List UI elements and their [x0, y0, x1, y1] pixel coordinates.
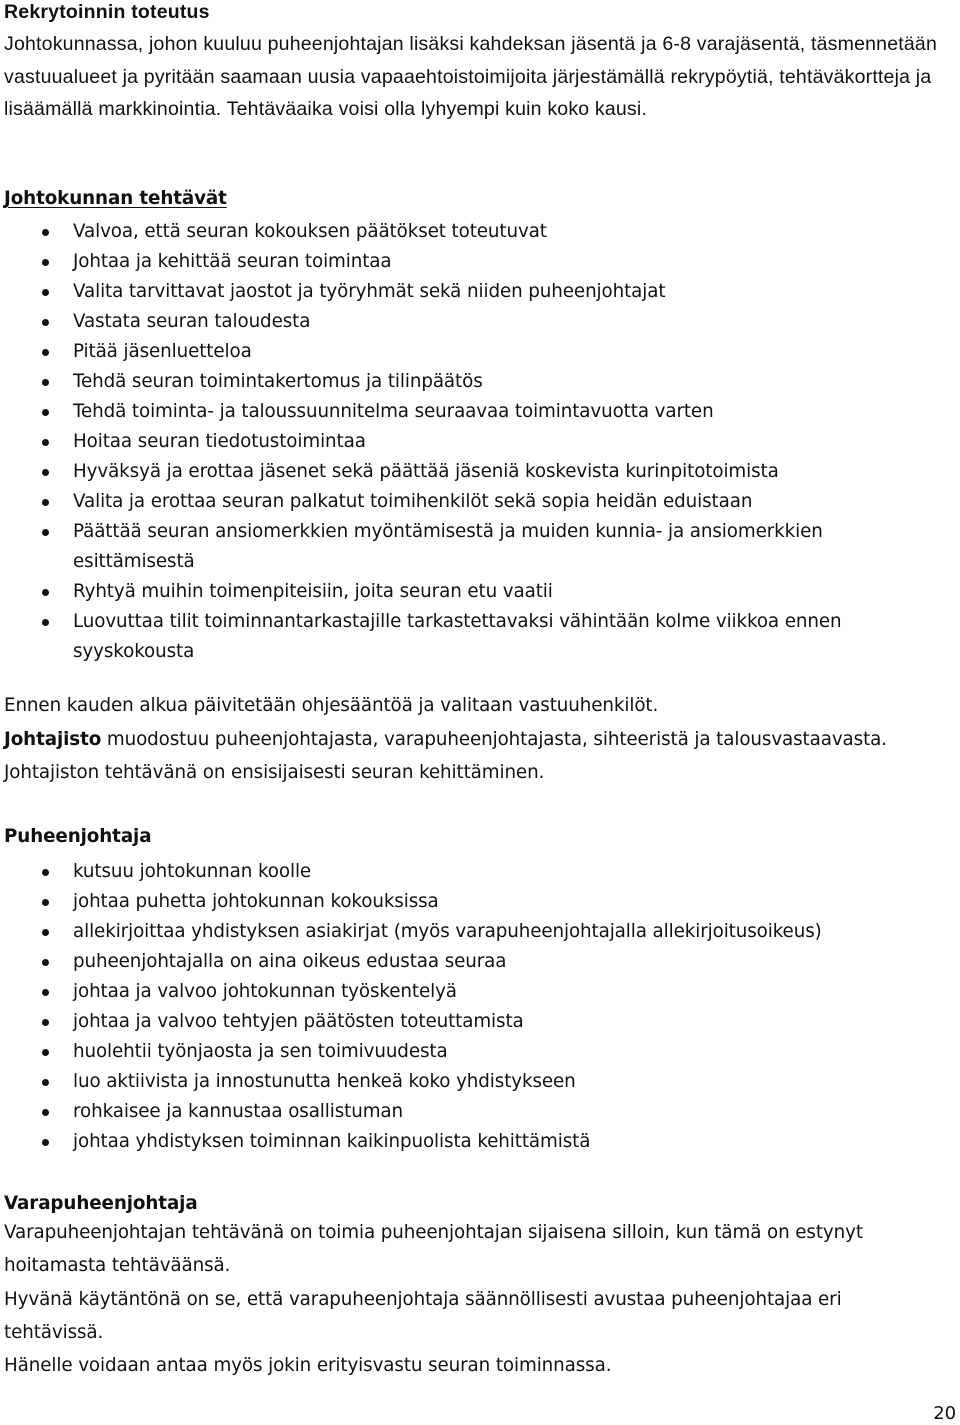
- vice-chair-paragraph-2: Hyvänä käytäntönä on se, että varapuheenjohtaja säännöllisesti avustaa puheenjohtajaa eri tehtävissä.: [4, 1289, 842, 1343]
- list-item-text: Pitää jäsenluetteloa: [73, 341, 252, 362]
- list-item-text: kutsuu johtokunnan koolle: [73, 861, 312, 882]
- list-item-text: Johtaa ja kehittää seuran toimintaa: [73, 251, 392, 272]
- bullet-icon: [42, 1019, 49, 1026]
- bullet-icon: [42, 929, 49, 936]
- bullet-icon: [42, 349, 49, 356]
- chair-task-item: [4, 1007, 934, 1037]
- bullet-icon: [42, 499, 49, 506]
- list-item-text: Luovuttaa tilit toiminnantarkastajille tarkastettavaksi vähintään kolme viikkoa ennen syyskokousta: [73, 611, 842, 662]
- board-task-item: [4, 487, 934, 517]
- list-item-text: huolehtii työnjaosta ja sen toimivuudesta: [73, 1041, 448, 1062]
- list-item-text: Ryhtyä muihin toimenpiteisiin, joita seuran etu vaatii: [73, 581, 553, 602]
- board-task-item: [4, 277, 934, 307]
- list-item-text: Tehdä toiminta- ja taloussuunnitelma seuraavaa toimintavuotta varten: [73, 401, 714, 422]
- bullet-icon: [42, 1109, 49, 1116]
- section-title-board-tasks: Johtokunnan tehtävät: [4, 188, 227, 209]
- bullet-icon: [42, 589, 49, 596]
- chair-task-item: [4, 1097, 934, 1127]
- chair-task-item: [4, 1067, 934, 1097]
- board-task-item: [4, 427, 934, 457]
- johtajisto-paragraph: [4, 724, 944, 789]
- bullet-icon: [42, 1079, 49, 1086]
- bullet-icon: [42, 619, 49, 626]
- list-item-text: Hyväksyä ja erottaa jäsenet sekä päättää jäseniä koskevista kurinpitotoimista: [73, 461, 779, 482]
- chair-task-item: [4, 1127, 934, 1157]
- list-item-text: Hoitaa seuran tiedotustoimintaa: [73, 431, 366, 452]
- list-item-text: johtaa ja valvoo tehtyjen päätösten toteuttamista: [73, 1011, 524, 1032]
- board-task-item: [4, 397, 934, 427]
- section-title-chair: Puheenjohtaja: [4, 826, 152, 847]
- board-task-item: [4, 577, 934, 607]
- list-item-text: Päättää seuran ansiomerkkien myöntämisestä ja muiden kunnia- ja ansiomerkkien esittämisestä: [73, 521, 823, 572]
- board-task-item: [4, 337, 934, 367]
- bullet-icon: [42, 259, 49, 266]
- board-task-item: [4, 517, 934, 577]
- section-title-vice-chair: Varapuheenjohtaja: [4, 1193, 198, 1214]
- board-tasks-list: [4, 217, 934, 667]
- bullet-icon: [42, 529, 49, 536]
- list-item-text: Tehdä seuran toimintakertomus ja tilinpäätös: [73, 371, 483, 392]
- list-item-text: puheenjohtajalla on aina oikeus edustaa seuraa: [73, 951, 507, 972]
- list-item-text: Valvoa, että seuran kokouksen päätökset toteutuvat: [73, 221, 547, 242]
- chair-task-item: [4, 1037, 934, 1067]
- vice-chair-paragraph-1: Varapuheenjohtajan tehtävänä on toimia puheenjohtajan sijaisena silloin, kun tämä on estynyt hoitamasta tehtäväänsä.: [4, 1222, 863, 1276]
- board-after-paragraph: Ennen kauden alkua päivitetään ohjesääntöä ja valitaan vastuuhenkilöt.: [4, 695, 659, 716]
- bullet-icon: [42, 319, 49, 326]
- chair-task-item: [4, 977, 934, 1007]
- list-item-text: johtaa puhetta johtokunnan kokouksissa: [73, 891, 439, 912]
- bullet-icon: [42, 959, 49, 966]
- vice-chair-paragraph-3: Hänelle voidaan antaa myös jokin erityisvastu seuran toiminnassa.: [4, 1355, 612, 1376]
- bullet-icon: [42, 869, 49, 876]
- johtajisto-term: Johtajisto: [4, 729, 102, 750]
- bullet-icon: [42, 409, 49, 416]
- list-item-text: Valita tarvittavat jaostot ja työryhmät sekä niiden puheenjohtajat: [73, 281, 666, 302]
- page-number: 20: [933, 1403, 956, 1424]
- board-task-item: [4, 247, 934, 277]
- chair-task-item: [4, 917, 934, 947]
- bullet-icon: [42, 289, 49, 296]
- board-task-item: [4, 607, 934, 667]
- board-task-item: [4, 307, 934, 337]
- bullet-icon: [42, 899, 49, 906]
- list-item-text: johtaa yhdistyksen toiminnan kaikinpuolista kehittämistä: [73, 1131, 591, 1152]
- bullet-icon: [42, 379, 49, 386]
- list-item-text: Valita ja erottaa seuran palkatut toimihenkilöt sekä sopia heidän eduistaan: [73, 491, 753, 512]
- board-task-item: [4, 457, 934, 487]
- list-item-text: rohkaisee ja kannustaa osallistuman: [73, 1101, 404, 1122]
- board-task-item: [4, 367, 934, 397]
- list-item-text: johtaa ja valvoo johtokunnan työskentelyä: [73, 981, 457, 1002]
- bullet-icon: [42, 1049, 49, 1056]
- chair-task-item: [4, 947, 934, 977]
- bullet-icon: [42, 469, 49, 476]
- bullet-icon: [42, 1139, 49, 1146]
- board-task-item: [4, 217, 934, 247]
- list-item-text: Vastata seuran taloudesta: [73, 311, 311, 332]
- chair-task-item: [4, 857, 934, 887]
- section-title-rekrytointi: Rekrytoinnin toteutus: [4, 1, 210, 23]
- list-item-text: luo aktiivista ja innostunutta henkeä koko yhdistykseen: [73, 1071, 576, 1092]
- bullet-icon: [42, 989, 49, 996]
- list-item-text: allekirjoittaa yhdistyksen asiakirjat (myös varapuheenjohtajalla allekirjoitusoikeus): [73, 921, 822, 942]
- johtajisto-description: muodostuu puheenjohtajasta, varapuheenjohtajasta, sihteeristä ja talousvastaavasta. Johtajiston tehtävänä on ensisijaisesti seuran kehittäminen.: [4, 729, 887, 783]
- rekrytointi-paragraph: Johtokunnassa, johon kuuluu puheenjohtajan lisäksi kahdeksan jäsentä ja 6-8 varajäsentä, täsmennetään vastuualueet ja pyritään saamaan uusia vapaaehtoistoimijoita järjestämällä rekrypöytiä, tehtäväkortteja ja lisäämällä markkinointia. Tehtäväaika voisi olla lyhyempi kuin koko kausi.: [4, 33, 937, 120]
- chair-task-item: [4, 887, 934, 917]
- bullet-icon: [42, 229, 49, 236]
- chair-tasks-list: [4, 857, 934, 1157]
- bullet-icon: [42, 439, 49, 446]
